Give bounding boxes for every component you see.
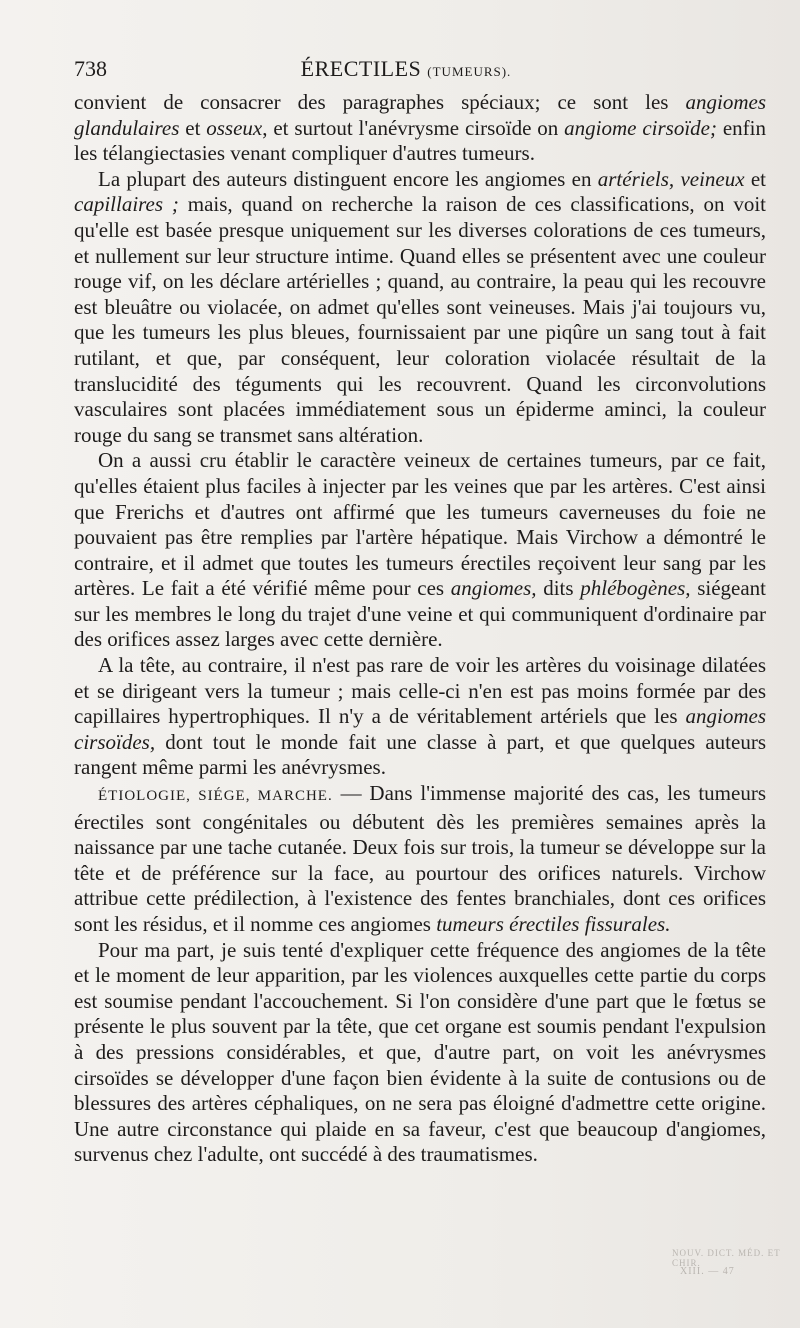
- text-run: convient de consacrer des paragraphes spéciaux; ce sont les: [74, 90, 686, 114]
- running-title-main: ÉRECTILES: [300, 56, 422, 81]
- paragraph-3: [74, 448, 766, 653]
- text-run: On a aussi cru établir le caractère veineux de certaines tumeurs, par ce fait, qu'elles étaient plus faciles à injecter par les veines que par les artères. C'est ainsi que Frerichs et d'autres ont affirmé que les tumeurs caverneuses du foie ne pouvaient pas être remplies par l'artère hépatique. Mais Virchow a démontré le contraire, et il admet que toutes les tumeurs érectiles reçoivent leur sang par les artères. Le fait a été vérifié même pour ces: [74, 448, 766, 601]
- text-run: dont tout le monde fait une classe à part, et que quelques auteurs rangent même parmi les anévrysmes.: [74, 729, 766, 780]
- paragraph-2: [74, 167, 766, 449]
- italic-run: tumeurs érectiles fissurales.: [436, 912, 671, 936]
- italic-run: angiomes,: [450, 576, 537, 601]
- italic-run: angiomes glandulaires: [74, 90, 766, 140]
- text-run: La plupart des auteurs distinguent encore les angiomes en: [98, 166, 598, 191]
- body-text: [74, 90, 766, 1168]
- italic-run: angiomes cirsoïdes,: [74, 704, 766, 754]
- text-run: — Dans l'immense majorité des cas, les tumeurs érectiles sont congénitales ou débutent dès les premières semaines après la naissance par une tache cutanée. Deux fois sur trois, la tumeur se développe sur la tête et de préférence sur la face, au pourtour des orifices naturels. Virchow attribue cette prédilection, à l'existence des fentes branchiales, dont ces orifices sont les résidus, et il nomme ces angiomes: [74, 781, 767, 936]
- section-lead: ÉTIOLOGIE, SIÉGE, MARCHE.: [98, 788, 333, 805]
- italic-run: angiome cirsoïde;: [564, 115, 717, 140]
- text-run: , et surtout l'anévrysme cirsoïde on: [262, 115, 565, 140]
- italic-run: phlébogènes,: [580, 576, 691, 601]
- page-number: 738: [74, 56, 107, 81]
- text-run: siégeant sur les membres le long du trajet d'une veine et qui communiquent d'ordinaire par des orifices assez larges avec cette dernière.: [74, 576, 766, 652]
- running-title: [74, 56, 738, 82]
- paragraph-5: [74, 781, 766, 938]
- running-title-sub: (TUMEURS).: [427, 64, 512, 79]
- text-run: et: [179, 115, 207, 140]
- italic-run: osseux: [206, 115, 263, 140]
- paragraph-6: [74, 938, 766, 1168]
- text-run: Pour ma part, je suis tenté d'expliquer cette fréquence des angiomes de la tête et le moment de leur apparition, par les violences auxquelles cette partie du corps est soumise pendant l'accouchement. Si l'on considère d'une part que le fœtus se présente le plus souvent par la tête, que cet organe est soumis pendant l'expulsion à des pressions considérables, et que, d'autre part, on voit les anévrysmes cirsoïdes se développer d'une façon bien évidente à la suite de contusions ou de blessures des artères céphaliques, on ne sera pas éloigné d'admettre cette origine. Une autre circonstance qui plaide en sa faveur, c'est que beaucoup d'angiomes, survenus chez l'adulte, ont succédé à des traumatismes.: [74, 937, 766, 1167]
- italic-run: capillaires ;: [74, 192, 179, 217]
- paragraph-1: [74, 90, 766, 167]
- paragraph-4: [74, 653, 766, 781]
- page-header: [74, 52, 738, 84]
- italic-run: artériels, veineux: [597, 166, 745, 191]
- text-run: mais, quand on recherche la raison de ces classifications, on voit qu'elle est basée presque uniquement sur les diverses colorations de ces tumeurs, et nullement sur leur structure intime. Quand elles se présentent avec une couleur rouge vif, on les déclare artérielles ; quand, au contraire, la peau qui les recouvre est bleuâtre ou violacée, on admet qu'elles sont veineuses. Mais j'ai toujours vu, que les tumeurs les plus bleues, fournissaient par une piqûre un sang tout à fait rutilant, et que, par conséquent, leur coloration violacée résultait de la translucidité des téguments qui les recouvrent. Quand les circonvolutions vasculaires sont placées immédiatement sous un épiderme aminci, la couleur rouge du sang se transmet sans altération.: [74, 192, 766, 447]
- text-run: dits: [536, 576, 581, 601]
- text-run: enfin les télangiectasies venant compliquer d'autres tumeurs.: [74, 115, 766, 166]
- sheet-mark: XIII. — 47: [680, 1266, 735, 1277]
- text-run: A la tête, au contraire, il n'est pas rare de voir les artères du voisinage dilatées et se dirigeant vers la tumeur ; mais celle-ci n'en est pas moins formée par des capillaires hypertrophiques. Il n'y a de véritablement artériels que les: [74, 653, 766, 729]
- text-run: et: [744, 166, 767, 191]
- signature-mark: NOUV. DICT. MÉD. ET CHIR.: [672, 1248, 781, 1268]
